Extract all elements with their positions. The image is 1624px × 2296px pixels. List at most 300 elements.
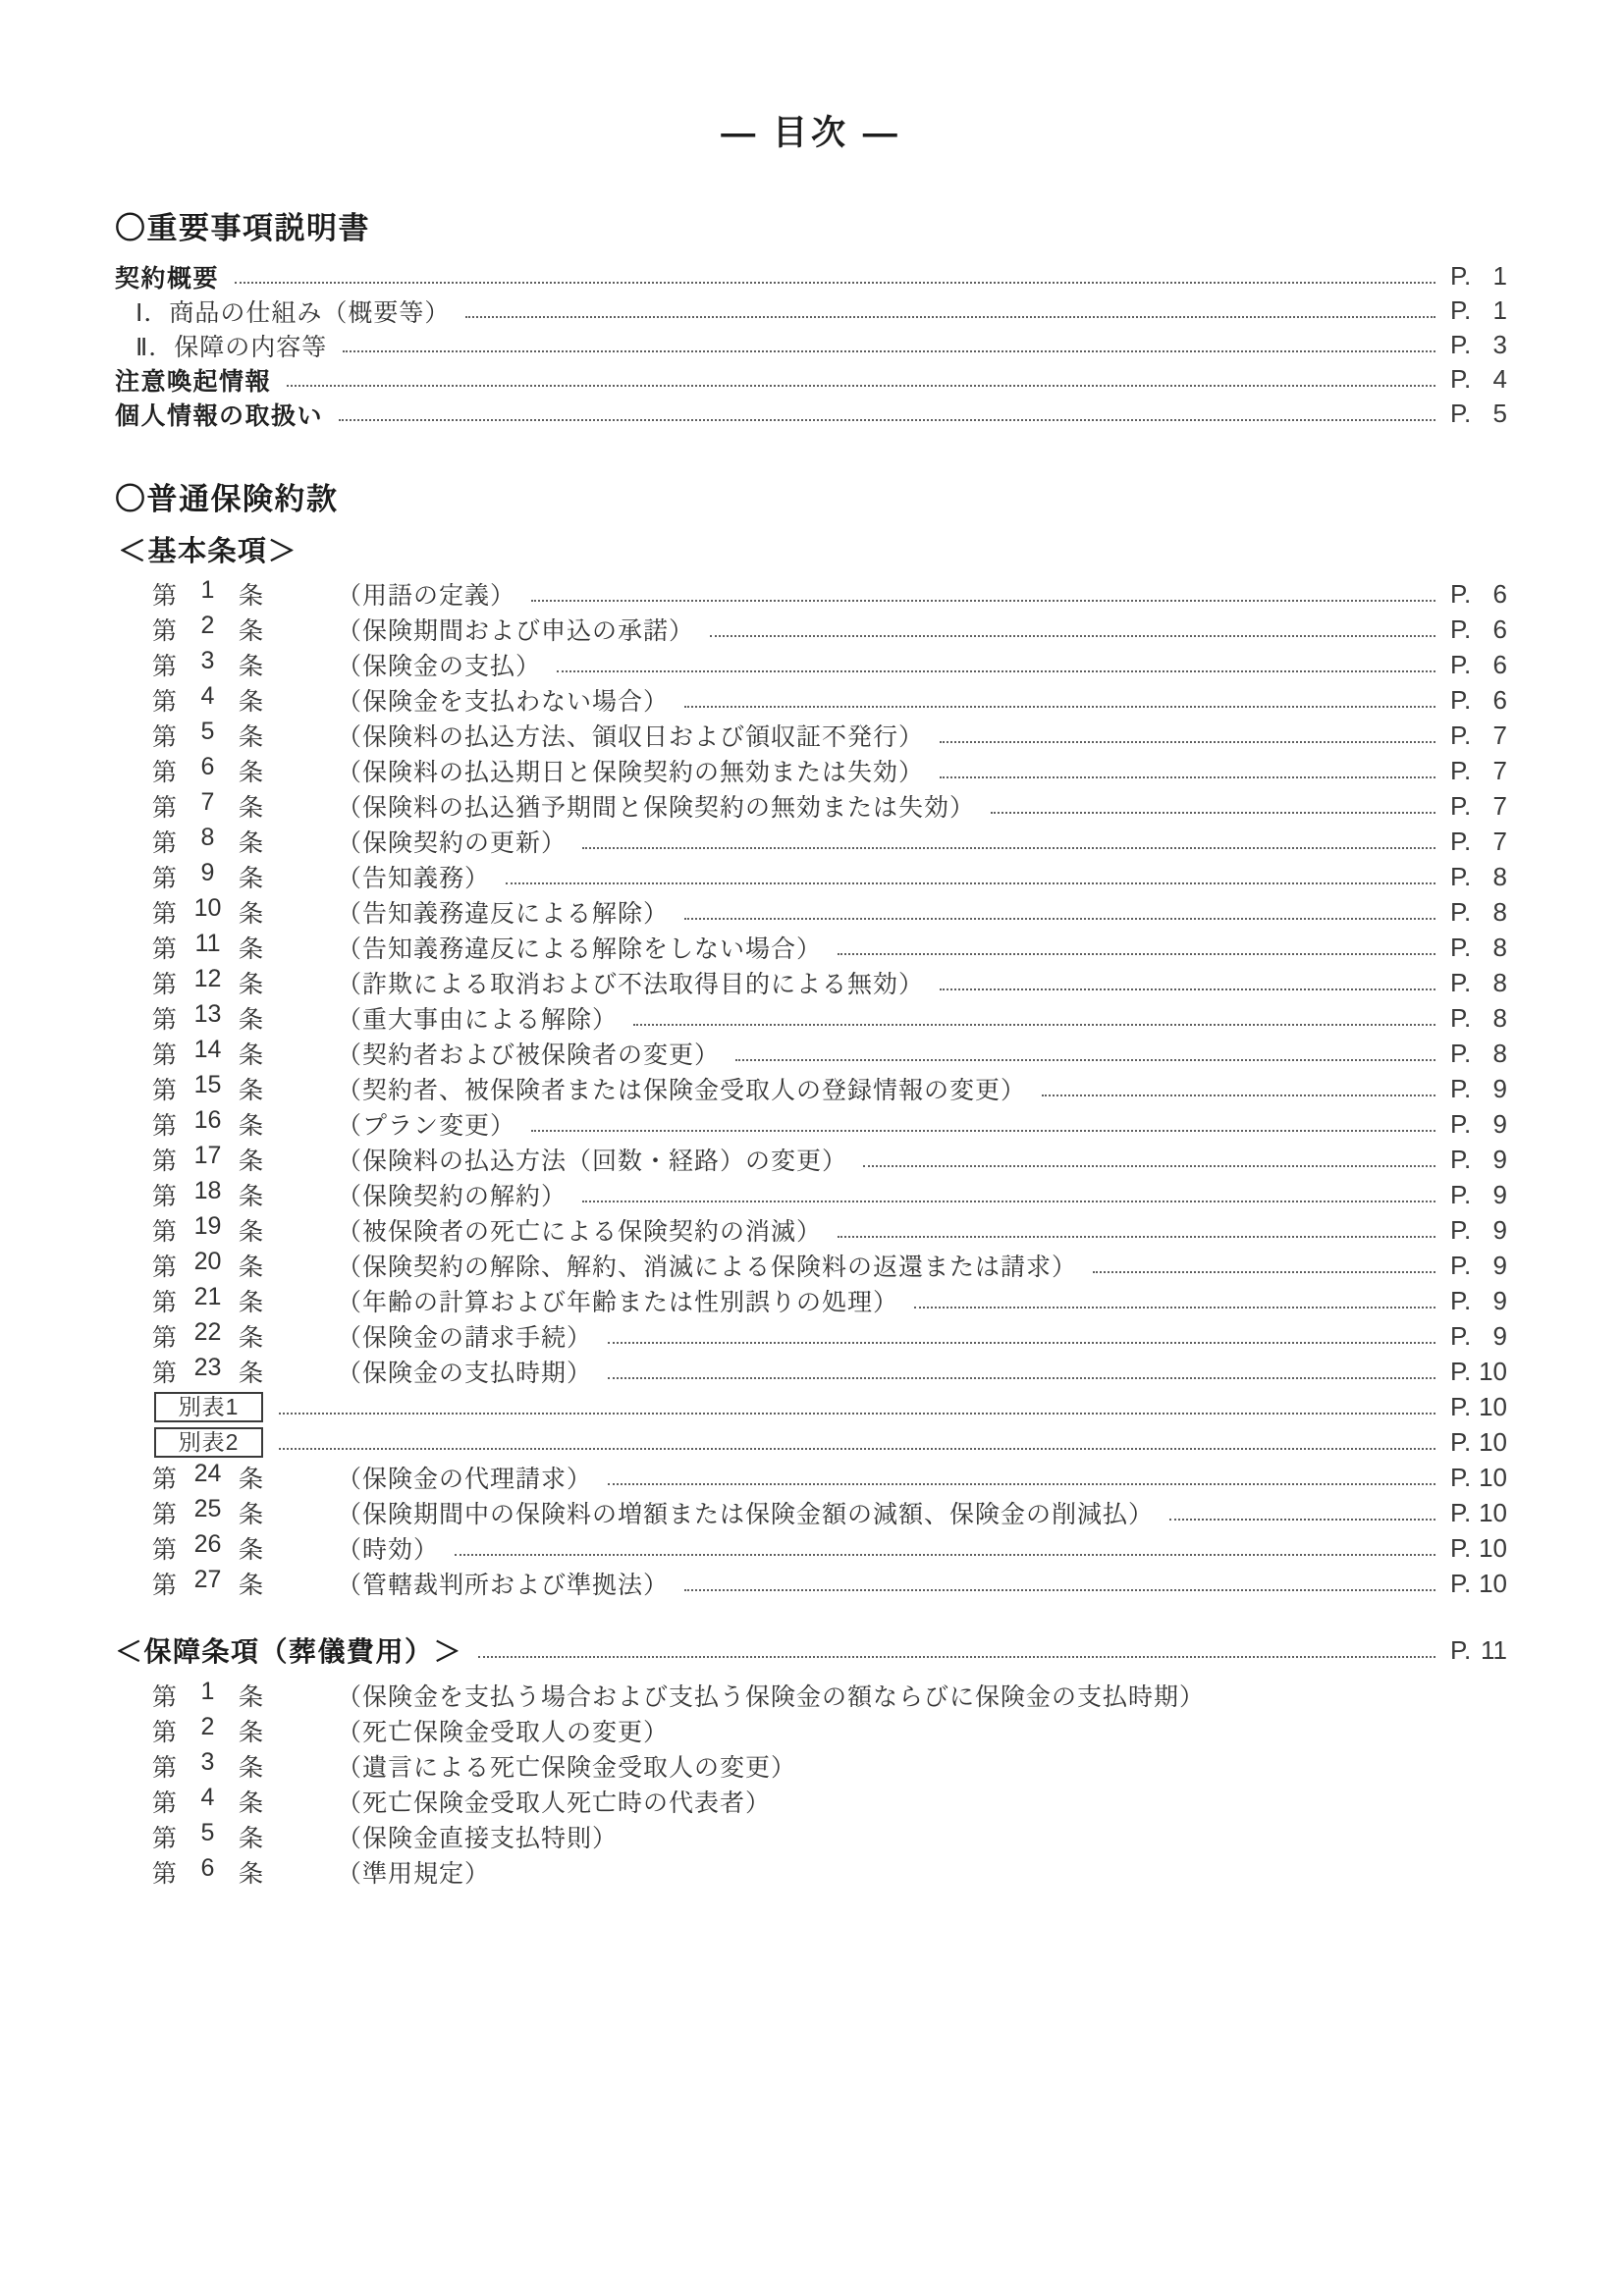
article-number <box>152 1142 263 1177</box>
article-no: 17 <box>193 1142 222 1169</box>
article-suffix: 条 <box>238 1719 263 1746</box>
article-prefix: 第 <box>152 1572 178 1599</box>
toc-entry <box>115 362 1507 397</box>
toc-entry-label: （詐欺による取消および不法取得目的による無効） <box>337 971 925 998</box>
page-num: 10 <box>1479 1497 1507 1527</box>
page-prefix: P. <box>1450 399 1472 428</box>
page-num: 10 <box>1479 1532 1507 1563</box>
article-number <box>152 1530 263 1566</box>
article-number <box>152 718 263 753</box>
page-number <box>1450 295 1507 326</box>
article-no: 27 <box>193 1566 222 1593</box>
article-number <box>152 1854 263 1890</box>
article-number <box>152 1036 263 1071</box>
dotted-leader <box>465 316 1435 318</box>
article-number <box>152 1748 263 1784</box>
article-prefix: 第 <box>152 1789 178 1817</box>
toc-entry <box>115 1036 1507 1071</box>
article-suffix: 条 <box>238 759 263 786</box>
page-prefix: P. <box>1450 1108 1472 1139</box>
page-prefix: P. <box>1450 1634 1472 1665</box>
article-number <box>152 1106 263 1142</box>
article-number <box>152 1212 263 1248</box>
page-number <box>1450 897 1507 928</box>
page-num: 7 <box>1492 790 1507 821</box>
article-no: 14 <box>193 1036 222 1063</box>
toc-entry-label: （保険料の払込方法、領収日および領収証不発行） <box>337 723 925 751</box>
article-no: 22 <box>193 1318 222 1346</box>
page-num: 4 <box>1492 364 1507 394</box>
page-num: 8 <box>1492 1002 1507 1033</box>
article-prefix: 第 <box>152 865 178 892</box>
dotted-leader <box>838 953 1435 955</box>
article-number <box>152 1318 263 1354</box>
page-num: 1 <box>1492 261 1507 291</box>
page-number <box>1450 1286 1507 1316</box>
dotted-leader <box>1042 1095 1435 1096</box>
toc-entry <box>115 1678 1507 1713</box>
toc-entry-label: （告知義務違反による解除をしない場合） <box>337 935 823 963</box>
page-prefix: P. <box>1450 790 1472 821</box>
article-number <box>152 930 263 965</box>
toc-rows <box>115 1678 1507 1890</box>
toc-entry-label: （保険金を支払う場合および支払う保険金の額ならびに保険金の支払時期） <box>337 1683 1206 1711</box>
article-suffix: 条 <box>238 1536 263 1564</box>
toc-entry <box>115 1389 1507 1424</box>
toc-entry <box>115 1495 1507 1530</box>
article-number <box>152 1354 263 1389</box>
article-suffix: 条 <box>238 617 263 645</box>
article-suffix: 条 <box>238 1825 263 1852</box>
page-num: 3 <box>1492 330 1507 359</box>
toc-entry-label: （保険金を支払わない場合） <box>337 688 670 716</box>
article-suffix: 条 <box>238 1789 263 1817</box>
article-prefix: 第 <box>152 1183 178 1210</box>
page-prefix: P. <box>1450 330 1472 359</box>
article-prefix: 第 <box>152 1754 178 1782</box>
page-number <box>1450 1039 1507 1069</box>
dotted-leader <box>684 706 1435 708</box>
article-suffix: 条 <box>238 865 263 892</box>
article-no: 21 <box>193 1283 222 1310</box>
page-num: 1 <box>1492 295 1507 325</box>
article-prefix: 第 <box>152 1112 178 1140</box>
toc-entry <box>115 397 1507 431</box>
article-no: 20 <box>193 1248 222 1275</box>
dotted-leader <box>608 1377 1435 1379</box>
toc-entry-label: （保険料の払込期日と保険契約の無効または失効） <box>337 759 925 786</box>
article-prefix: 第 <box>152 1289 178 1316</box>
page-number <box>1450 364 1507 395</box>
article-no: 2 <box>200 1713 215 1740</box>
dotted-leader <box>343 350 1435 352</box>
dotted-leader <box>287 385 1435 387</box>
toc-entry-label: （保険金直接支払特則） <box>337 1825 619 1852</box>
dotted-leader <box>940 776 1435 778</box>
page-prefix: P. <box>1450 295 1472 325</box>
article-prefix: 第 <box>152 582 178 610</box>
page-number <box>1450 1180 1507 1210</box>
toc-entry-label: （保険期間中の保険料の増額または保険金額の減額、保険金の削減払） <box>337 1501 1155 1528</box>
article-prefix: 第 <box>152 653 178 680</box>
toc-entry-label: （保険金の代理請求） <box>337 1466 593 1493</box>
dotted-leader <box>557 670 1435 672</box>
toc-entry-label: （被保険者の死亡による保険契約の消滅） <box>337 1218 823 1246</box>
article-prefix: 第 <box>152 935 178 963</box>
article-no: 6 <box>200 1854 215 1882</box>
article-suffix: 条 <box>238 1754 263 1782</box>
toc-entry-label: （告知義務） <box>337 865 491 892</box>
toc-entry-label: （年齢の計算および年齢または性別誤りの処理） <box>337 1289 899 1316</box>
toc-entry-label: （保険金の請求手続） <box>337 1324 593 1352</box>
toc-entry-label: （告知義務違反による解除） <box>337 900 670 928</box>
toc-entry-label: （重大事由による解除） <box>337 1006 619 1034</box>
page-number <box>1450 1109 1507 1140</box>
toc-entry-label: （保険契約の更新） <box>337 829 568 857</box>
article-suffix: 条 <box>238 582 263 610</box>
article-number <box>152 894 263 930</box>
article-prefix: 第 <box>152 1041 178 1069</box>
toc-entry <box>115 930 1507 965</box>
article-prefix: 第 <box>152 829 178 857</box>
page-num: 11 <box>1481 1634 1507 1665</box>
page-num: 8 <box>1492 861 1507 891</box>
article-prefix: 第 <box>152 794 178 822</box>
toc-entry-label: （保険料の払込方法（回数・経路）の変更） <box>337 1148 848 1175</box>
article-no: 2 <box>200 612 215 639</box>
toc-entry-label: （保険契約の解約） <box>337 1183 568 1210</box>
page-prefix: P. <box>1450 896 1472 927</box>
page-number <box>1450 1569 1507 1599</box>
article-prefix: 第 <box>152 900 178 928</box>
article-no: 6 <box>200 753 215 780</box>
page-number <box>1450 827 1507 857</box>
page-prefix: P. <box>1450 364 1472 394</box>
article-suffix: 条 <box>238 1466 263 1493</box>
page-prefix: P. <box>1450 1285 1472 1315</box>
toc-entry <box>115 1784 1507 1819</box>
article-number <box>152 576 263 612</box>
article-prefix: 第 <box>152 1006 178 1034</box>
page-title: ― 目次 ― <box>721 114 901 152</box>
page-number <box>1450 1357 1507 1387</box>
toc-entry-label: （契約者、被保険者または保険金受取人の登録情報の変更） <box>337 1077 1027 1104</box>
toc-entry-label: （保険料の払込猶予期間と保険契約の無効または失効） <box>337 794 976 822</box>
toc-entry-label: （死亡保険金受取人死亡時の代表者） <box>337 1789 772 1817</box>
page-num: 9 <box>1492 1285 1507 1315</box>
article-number <box>152 824 263 859</box>
page-prefix: P. <box>1450 1250 1472 1280</box>
article-suffix: 条 <box>238 1324 263 1352</box>
page-number <box>1450 862 1507 892</box>
dotted-leader <box>478 1656 1435 1658</box>
page-num: 8 <box>1492 967 1507 997</box>
page-number <box>1450 1321 1507 1352</box>
article-suffix: 条 <box>238 1360 263 1387</box>
article-suffix: 条 <box>238 1289 263 1316</box>
page-prefix: P. <box>1450 1038 1472 1068</box>
article-prefix: 第 <box>152 688 178 716</box>
page-number <box>1450 791 1507 822</box>
toc-entry-label: （用語の定義） <box>337 582 516 610</box>
page-num: 9 <box>1492 1108 1507 1139</box>
page-prefix: P. <box>1450 1179 1472 1209</box>
article-no: 19 <box>193 1212 222 1240</box>
toc-entry <box>115 824 1507 859</box>
toc-entry <box>115 1460 1507 1495</box>
article-no: 5 <box>200 718 215 745</box>
page-number <box>1450 1635 1507 1666</box>
dotted-leader <box>1169 1519 1435 1521</box>
article-prefix: 第 <box>152 759 178 786</box>
dotted-leader <box>710 635 1435 637</box>
article-number <box>152 647 263 682</box>
toc-entry <box>115 294 1507 328</box>
appendix-box-label: 別表2 <box>154 1427 263 1458</box>
toc-entry-label: Ⅱ．保障の内容等 <box>135 333 328 361</box>
article-prefix: 第 <box>152 1719 178 1746</box>
section-policy-conditions <box>115 484 1507 1890</box>
page-number <box>1450 1533 1507 1564</box>
article-no: 16 <box>193 1106 222 1134</box>
article-suffix: 条 <box>238 1006 263 1034</box>
toc-entry <box>115 788 1507 824</box>
page-num: 10 <box>1479 1391 1507 1421</box>
page-prefix: P. <box>1450 578 1472 609</box>
page-number <box>1450 1251 1507 1281</box>
toc-entry <box>115 259 1507 294</box>
toc-entry <box>115 328 1507 362</box>
dotted-leader <box>582 847 1435 849</box>
page-num: 10 <box>1479 1356 1507 1386</box>
toc-entry <box>115 1748 1507 1784</box>
article-number <box>152 1460 263 1495</box>
section-heading: 〇普通保険約款 <box>115 482 339 516</box>
dotted-leader <box>279 1413 1435 1415</box>
article-suffix: 条 <box>238 1077 263 1104</box>
article-number <box>152 1495 263 1530</box>
toc-entry <box>115 1713 1507 1748</box>
page-num: 6 <box>1492 684 1507 715</box>
toc-entry-label: （保険金の支払時期） <box>337 1360 593 1387</box>
page-prefix: P. <box>1450 1532 1472 1563</box>
article-no: 11 <box>194 930 221 957</box>
toc-entry <box>115 682 1507 718</box>
article-number <box>152 682 263 718</box>
dotted-leader <box>608 1342 1435 1344</box>
article-suffix: 条 <box>238 1683 263 1711</box>
dotted-leader <box>684 918 1435 920</box>
page-number <box>1450 1498 1507 1528</box>
toc-entry-label: （時効） <box>337 1536 440 1564</box>
article-prefix: 第 <box>152 1501 178 1528</box>
page-num: 7 <box>1492 755 1507 785</box>
toc-entry <box>115 859 1507 894</box>
dotted-leader <box>940 741 1435 743</box>
toc-entry-label: （プラン変更） <box>337 1112 516 1140</box>
article-no: 26 <box>193 1530 222 1558</box>
toc-entry <box>115 1071 1507 1106</box>
section-important-matters <box>115 213 1507 431</box>
page-number <box>1450 1215 1507 1246</box>
page-num: 8 <box>1492 896 1507 927</box>
dotted-leader <box>735 1059 1435 1061</box>
page-prefix: P. <box>1450 1426 1472 1457</box>
page-number <box>1450 756 1507 786</box>
article-number <box>152 1784 263 1819</box>
page-number <box>1450 1427 1507 1458</box>
page-num: 7 <box>1492 826 1507 856</box>
article-prefix: 第 <box>152 1466 178 1493</box>
appendix-box-label: 別表1 <box>154 1392 263 1422</box>
dotted-leader <box>684 1589 1435 1591</box>
article-number <box>152 859 263 894</box>
article-no: 9 <box>200 859 215 886</box>
dotted-leader <box>608 1483 1435 1485</box>
toc-entry-label: （準用規定） <box>337 1860 491 1888</box>
article-number <box>152 1071 263 1106</box>
page-number <box>1450 1463 1507 1493</box>
article-suffix: 条 <box>238 1218 263 1246</box>
toc-entry <box>115 1283 1507 1318</box>
page-number <box>1450 1074 1507 1104</box>
article-suffix: 条 <box>238 1183 263 1210</box>
article-prefix: 第 <box>152 1360 178 1387</box>
article-suffix: 条 <box>238 1501 263 1528</box>
dotted-leader <box>940 988 1435 990</box>
page-prefix: P. <box>1450 720 1472 750</box>
article-prefix: 第 <box>152 971 178 998</box>
article-suffix: 条 <box>238 1041 263 1069</box>
article-number <box>152 1283 263 1318</box>
toc-entry <box>115 576 1507 612</box>
page-prefix: P. <box>1450 1320 1472 1351</box>
article-prefix: 第 <box>152 1324 178 1352</box>
page-number <box>1450 399 1507 429</box>
dotted-leader <box>506 882 1435 884</box>
page-num: 8 <box>1492 932 1507 962</box>
page-number <box>1450 685 1507 716</box>
page-num: 7 <box>1492 720 1507 750</box>
toc-entry-label: （保険期間および申込の承諾） <box>337 617 695 645</box>
page-prefix: P. <box>1450 755 1472 785</box>
dotted-leader <box>279 1448 1435 1450</box>
article-no: 1 <box>200 576 215 604</box>
toc-entry-label: 注意喚起情報 <box>115 367 272 396</box>
toc-entry <box>115 718 1507 753</box>
dotted-leader <box>914 1307 1435 1308</box>
article-prefix: 第 <box>152 617 178 645</box>
toc-entry <box>115 1318 1507 1354</box>
dotted-leader <box>991 812 1435 814</box>
article-prefix: 第 <box>152 1077 178 1104</box>
toc-entry-label: （死亡保険金受取人の変更） <box>337 1719 670 1746</box>
dotted-leader <box>531 1130 1435 1132</box>
page-num: 9 <box>1492 1250 1507 1280</box>
page-prefix: P. <box>1450 1002 1472 1033</box>
page-number <box>1450 579 1507 610</box>
article-no: 15 <box>193 1071 222 1098</box>
toc-entry <box>115 1566 1507 1601</box>
toc-rows <box>115 259 1507 431</box>
article-no: 8 <box>200 824 215 851</box>
article-suffix: 条 <box>238 723 263 751</box>
page-prefix: P. <box>1450 861 1472 891</box>
dotted-leader <box>582 1201 1435 1202</box>
dotted-leader <box>339 419 1435 421</box>
page-prefix: P. <box>1450 1144 1472 1174</box>
page-num: 6 <box>1492 578 1507 609</box>
article-no: 5 <box>200 1819 215 1846</box>
page-num: 10 <box>1479 1462 1507 1492</box>
article-prefix: 第 <box>152 1825 178 1852</box>
toc-entry-label: （保険金の支払） <box>337 653 542 680</box>
toc-entry <box>115 612 1507 647</box>
toc-entry <box>115 1354 1507 1389</box>
page-prefix: P. <box>1450 1391 1472 1421</box>
article-number <box>152 1819 263 1854</box>
article-prefix: 第 <box>152 1218 178 1246</box>
dotted-leader <box>633 1024 1435 1026</box>
article-suffix: 条 <box>238 971 263 998</box>
article-prefix: 第 <box>152 1860 178 1888</box>
toc-entry-label: 契約概要 <box>115 264 220 293</box>
article-no: 4 <box>200 682 215 710</box>
dotted-leader <box>863 1165 1435 1167</box>
section-heading: 〇重要事項説明書 <box>115 211 370 245</box>
article-number <box>152 1000 263 1036</box>
article-no: 24 <box>193 1460 222 1487</box>
toc-entry <box>115 1000 1507 1036</box>
page-prefix: P. <box>1450 967 1472 997</box>
toc-entry-label: Ⅰ．商品の仕組み（概要等） <box>135 298 451 327</box>
article-suffix: 条 <box>238 794 263 822</box>
page-num: 9 <box>1492 1320 1507 1351</box>
toc-entry-label: 個人情報の取扱い <box>115 401 324 430</box>
page-number <box>1450 968 1507 998</box>
toc-entry <box>115 647 1507 682</box>
page-num: 10 <box>1479 1568 1507 1598</box>
dotted-leader <box>1093 1271 1435 1273</box>
page-number <box>1450 1392 1507 1422</box>
page-prefix: P. <box>1450 932 1472 962</box>
article-no: 25 <box>193 1495 222 1522</box>
article-number <box>152 1177 263 1212</box>
toc-entry <box>115 1106 1507 1142</box>
page-prefix: P. <box>1450 1214 1472 1245</box>
page-prefix: P. <box>1450 826 1472 856</box>
article-prefix: 第 <box>152 1536 178 1564</box>
article-number <box>152 1678 263 1713</box>
dotted-leader <box>838 1236 1435 1238</box>
page-num: 9 <box>1492 1073 1507 1103</box>
article-no: 3 <box>200 1748 215 1776</box>
dotted-leader <box>455 1554 1435 1556</box>
page-num: 6 <box>1492 649 1507 679</box>
article-suffix: 条 <box>238 688 263 716</box>
toc-entry <box>115 1530 1507 1566</box>
dotted-leader <box>235 282 1435 284</box>
article-no: 23 <box>193 1354 222 1381</box>
article-suffix: 条 <box>238 900 263 928</box>
article-suffix: 条 <box>238 1860 263 1888</box>
article-no: 3 <box>200 647 215 674</box>
subsection-heading-basic: ＜基本条項＞ <box>118 536 298 567</box>
article-prefix: 第 <box>152 723 178 751</box>
article-suffix: 条 <box>238 829 263 857</box>
article-no: 18 <box>193 1177 222 1204</box>
article-suffix: 条 <box>238 1254 263 1281</box>
